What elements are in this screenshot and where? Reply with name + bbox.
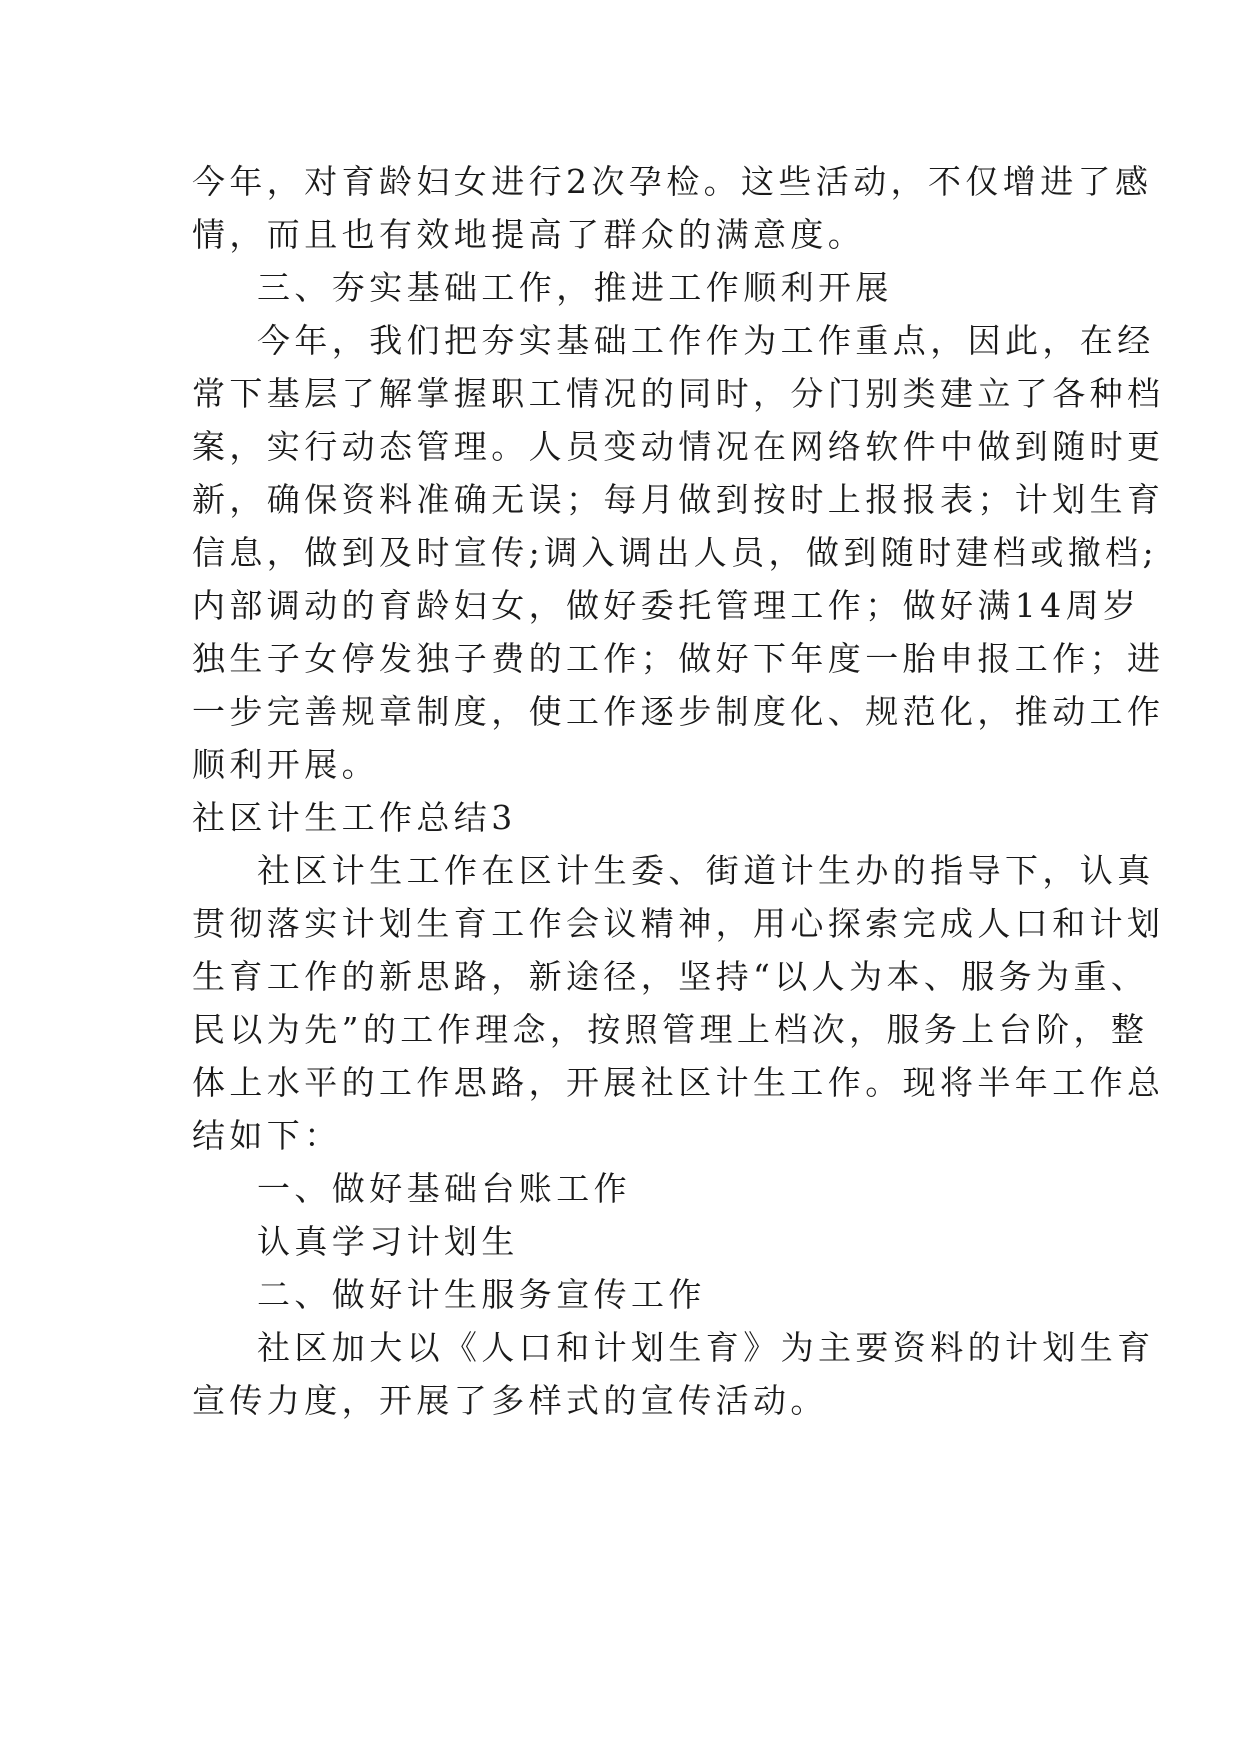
- text-line: 常下基层了解掌握职工情况的同时，分门别类建立了各种档: [192, 374, 1165, 413]
- text-line: 顺利开展。: [192, 745, 379, 784]
- text-line: 案，实行动态管理。人员变动情况在网络软件中做到随时更: [192, 427, 1165, 466]
- section-heading: 三、夯实基础工作，推进工作顺利开展: [257, 268, 893, 307]
- text-line: 今年，我们把夯实基础工作作为工作重点，因此，在经: [257, 321, 1155, 360]
- text-line: 社区计生工作在区计生委、街道计生办的指导下，认真: [257, 851, 1155, 890]
- text-line: 情，而且也有效地提高了群众的满意度。: [192, 215, 866, 254]
- section-heading: 一、做好基础台账工作: [257, 1169, 631, 1208]
- text-line: 贯彻落实计划生育工作会议精神，用心探索完成人口和计划: [192, 904, 1165, 943]
- text-line: 认真学习计划生: [257, 1222, 519, 1261]
- text-line: 结如下：: [192, 1116, 342, 1155]
- text-line: 宣传力度，开展了多样式的宣传活动。: [192, 1381, 828, 1420]
- section-heading: 二、做好计生服务宣传工作: [257, 1275, 706, 1314]
- text-line: 信息，做到及时宣传;调入调出人员，做到随时建档或撤档;: [192, 533, 1159, 572]
- text-line: 今年，对育龄妇女进行2次孕检。这些活动，不仅增进了感: [192, 162, 1153, 201]
- text-line: 体上水平的工作思路，开展社区计生工作。现将半年工作总: [192, 1063, 1165, 1102]
- document-title: 社区计生工作总结3: [192, 798, 517, 837]
- text-line: 生育工作的新思路，新途径，坚持“以人为本、服务为重、: [192, 957, 1149, 996]
- text-line: 新，确保资料准确无误；每月做到按时上报报表；计划生育: [192, 480, 1165, 519]
- text-line: 社区加大以《人口和计划生育》为主要资料的计划生育: [257, 1328, 1155, 1367]
- text-line: 独生子女停发独子费的工作；做好下年度一胎申报工作；进: [192, 639, 1165, 678]
- text-line: 民以为先”的工作理念，按照管理上档次，服务上台阶，整: [192, 1010, 1149, 1049]
- text-line: 一步完善规章制度，使工作逐步制度化、规范化，推动工作: [192, 692, 1165, 731]
- text-line: 内部调动的育龄妇女，做好委托管理工作；做好满14周岁: [192, 586, 1141, 625]
